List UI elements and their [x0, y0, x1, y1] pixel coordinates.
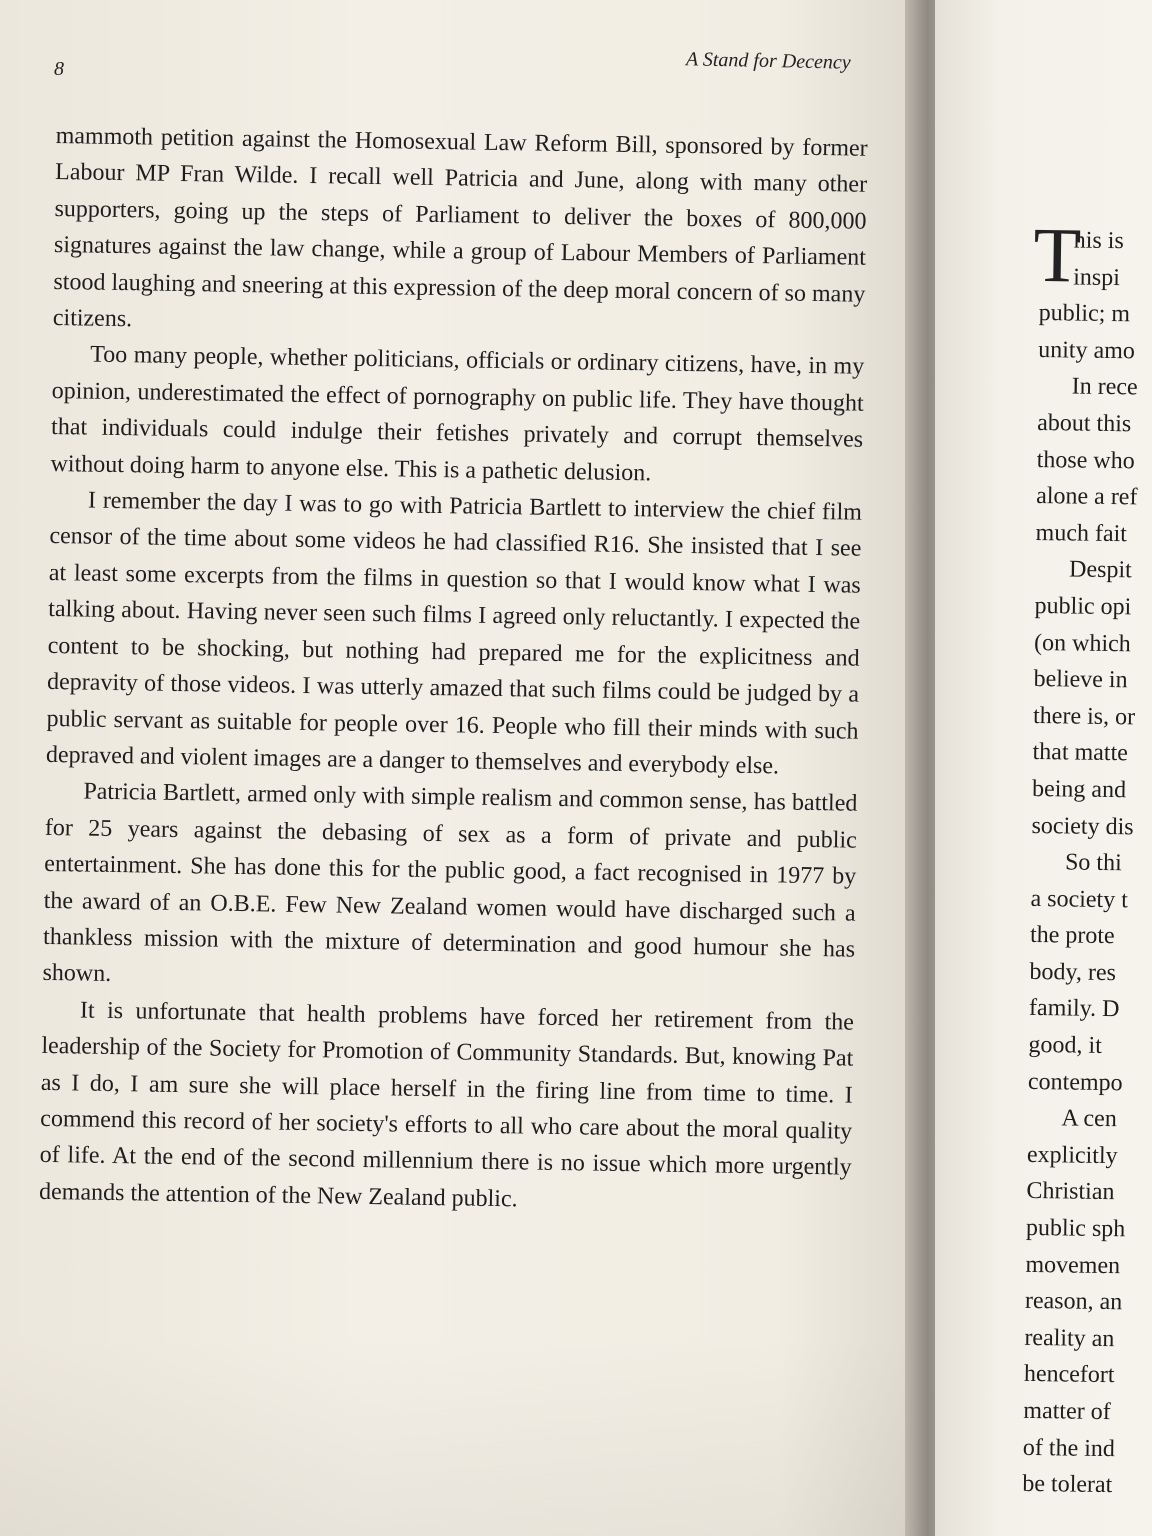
text-line: In rece — [1071, 373, 1138, 401]
text-line: about this — [1037, 409, 1132, 438]
text-line: So thi — [1064, 849, 1122, 877]
text-line: those who — [1036, 446, 1135, 474]
paragraph: mammoth petition against the Homosexual Law Reform Bill, sponsored by former Labour MP Fran Wilde. I recall well Patricia and June, along with many other supporters, going up the steps of Parliament to deliver the boxes of 800,000 signatures against the law change, while a group of Labour Members of Parliament stood laughing and sneering at this expression of the deep moral concern of so many citizens. — [52, 122, 868, 333]
text-line: the prote — [1029, 922, 1115, 950]
text-line: family. D — [1028, 995, 1120, 1023]
text-line: hencefort — [1023, 1361, 1115, 1389]
running-head: A Stand for Decency — [685, 48, 851, 74]
text-line: unity amo — [1038, 336, 1136, 365]
text-line: much fait — [1035, 519, 1128, 547]
text-line: reason, an — [1024, 1288, 1123, 1316]
page-shadow — [0, 1336, 916, 1536]
text-line: public sph — [1025, 1214, 1126, 1243]
text-line: a society t — [1030, 885, 1129, 913]
text-line: good, it — [1028, 1031, 1103, 1060]
drop-cap: T — [1032, 210, 1082, 299]
text-line: (on which — [1033, 629, 1131, 657]
text-line: movemen — [1025, 1251, 1121, 1279]
text-line: be tolerat — [1022, 1471, 1113, 1499]
text-line: believe in — [1033, 666, 1128, 694]
text-line: society dis — [1031, 812, 1134, 840]
text-line: body, res — [1029, 958, 1117, 987]
paragraph: It is unfortunate that health problems have forced her retirement from the leadership of the Society for Promotion of Community Standards. But, knowing Pat as I do, I am sure she will place herself in the firing line from time to time. I commend this record of her society's efforts to all who care about the moral quality of life. At the end of the second millennium there is no issue which more urgently demands the attention of the New Zealand public. — [38, 997, 855, 1213]
text-line: public; m — [1038, 300, 1131, 328]
paragraph: Too many people, whether politicians, officials or ordinary citizens, have, in my opinion, underestimated the effect of pornography on public life. They have thought that individuals could indulge their fetishes privately and corrupt themselves without doing harm to anyone else. This is a pathetic delusion. — [50, 342, 865, 487]
text-line: being and — [1031, 775, 1127, 804]
text-line: that matte — [1032, 739, 1129, 767]
body-text — [39, 118, 868, 1223]
text-line: matter of — [1023, 1397, 1111, 1426]
text-line: reality an — [1024, 1324, 1115, 1352]
text-line: A cen — [1061, 1105, 1117, 1133]
paragraph: I remember the day I was to go with Patricia Bartlett to interview the chief film censor of the time about some videos he had classified R16. She insisted that I see at least some excerpts from the films in question so that I would know what I was talking about. Having never seen such films I agreed only reluctantly. I expected the content to be shocking, but nothing had prepared me for the explicitness and depravity of those videos. I was utterly amazed that such films could be judged by a public servant as suitable for people over 16. People who fill their minds with such depraved and violent images are a danger to themselves and everybody else. — [45, 487, 863, 780]
text-line: Despit — [1068, 556, 1132, 584]
text-line: explicitly — [1026, 1141, 1118, 1170]
text-line: his is — [1073, 227, 1124, 255]
text-line: of the ind — [1022, 1434, 1116, 1462]
right-page — [935, 0, 1152, 1536]
text-line: Christian — [1026, 1178, 1115, 1206]
right-page-text — [1022, 210, 1152, 1506]
text-line: public opi — [1034, 592, 1132, 621]
paragraph: Patricia Bartlett, armed only with simple realism and common sense, has battled for 25 years against the debasing of sex as a form of private and public entertainment. She has done this for the public good, a fact recognised in 1977 by the award of an O.B.E. Few New Zealand women would have discharged such a thankless mission with the mixture of determination and good humour she has shown. — [42, 778, 858, 988]
text-line: contempo — [1027, 1068, 1123, 1096]
text-line: there is, or — [1032, 702, 1136, 731]
page-number: 8 — [54, 58, 64, 80]
text-line: inspi — [1073, 264, 1121, 291]
text-line: alone a ref — [1035, 483, 1138, 511]
